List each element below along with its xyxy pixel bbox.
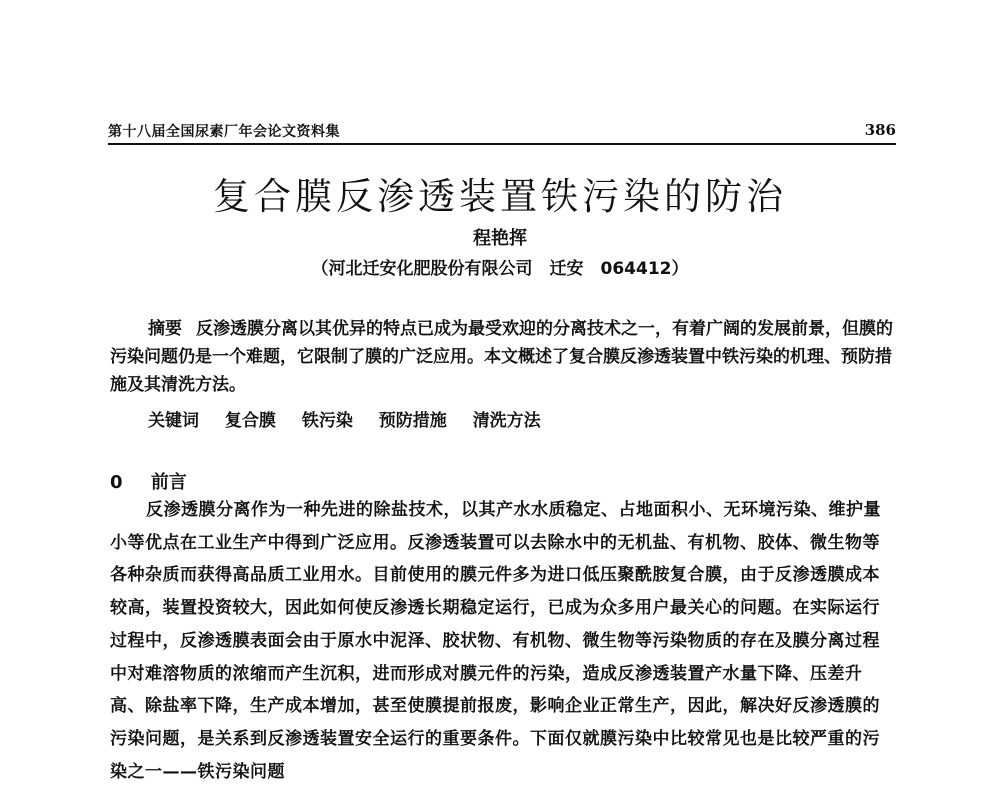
author-affiliation: （河北迁安化肥股份有限公司 迁安 064412） [311, 259, 689, 279]
section-heading [110, 468, 187, 494]
running-title: 第十八届全国尿素厂年会论文资料集 [108, 124, 340, 140]
paper-author: 程艳挥 [473, 228, 527, 249]
abstract-label: 摘要 [148, 319, 182, 339]
keywords [148, 406, 561, 431]
running-header [108, 121, 896, 141]
section-number: 0 [110, 472, 123, 493]
keyword-item: 复合膜 [224, 411, 276, 431]
abstract [110, 315, 895, 399]
paper-title: 复合膜反渗透装置铁污染的防治 [213, 175, 787, 218]
section-title: 前言 [150, 472, 187, 493]
page-number: 386 [864, 121, 896, 139]
keyword-item: 清洗方法 [472, 411, 541, 431]
keyword-item: 预防措施 [378, 411, 447, 431]
header-divider [108, 143, 896, 145]
abstract-text: 反渗透膜分离以其优异的特点已成为最受欢迎的分离技术之一，有着广阔的发展前景，但膜的污染问题仍是一个难题，它限制了膜的广泛应用。本文概述了复合膜反渗透装置中铁污染的机理、预防措施及其清洗方法。 [110, 319, 893, 395]
keywords-label: 关键词 [148, 411, 199, 431]
keyword-item: 铁污染 [301, 411, 353, 431]
body-paragraph: 反渗透膜分离作为一种先进的除盐技术，以其产水水质稳定、占地面积小、无环境污染、维护量小等优点在工业生产中得到广泛应用。反渗透装置可以去除水中的无机盐、有机物、胶体、微生物等各种杂质而获得高品质工业用水。目前使用的膜元件多为进口低压聚酰胺复合膜，由于反渗透膜成本较高，装置投资较大，因此如何使反渗透长期稳定运行，已成为众多用户最关心的问题。在实际运行过程中，反渗透膜表面会由于原水中泥泽、胶状物、有机物、微生物等污染物质的存在及膜分离过程中对难溶物质的浓缩而产生沉积，进而形成对膜元件的污染，造成反渗透装置产水量下降、压差升高、除盐率下降，生产成本增加，甚至使膜提前报废，影响企业正常生产，因此，解决好反渗透膜的污染问题，是关系到反渗透装置安全运行的重要条件。下面仅就膜污染中比较常见也是比较严重的污染之一——铁污染问题 [110, 500, 881, 782]
